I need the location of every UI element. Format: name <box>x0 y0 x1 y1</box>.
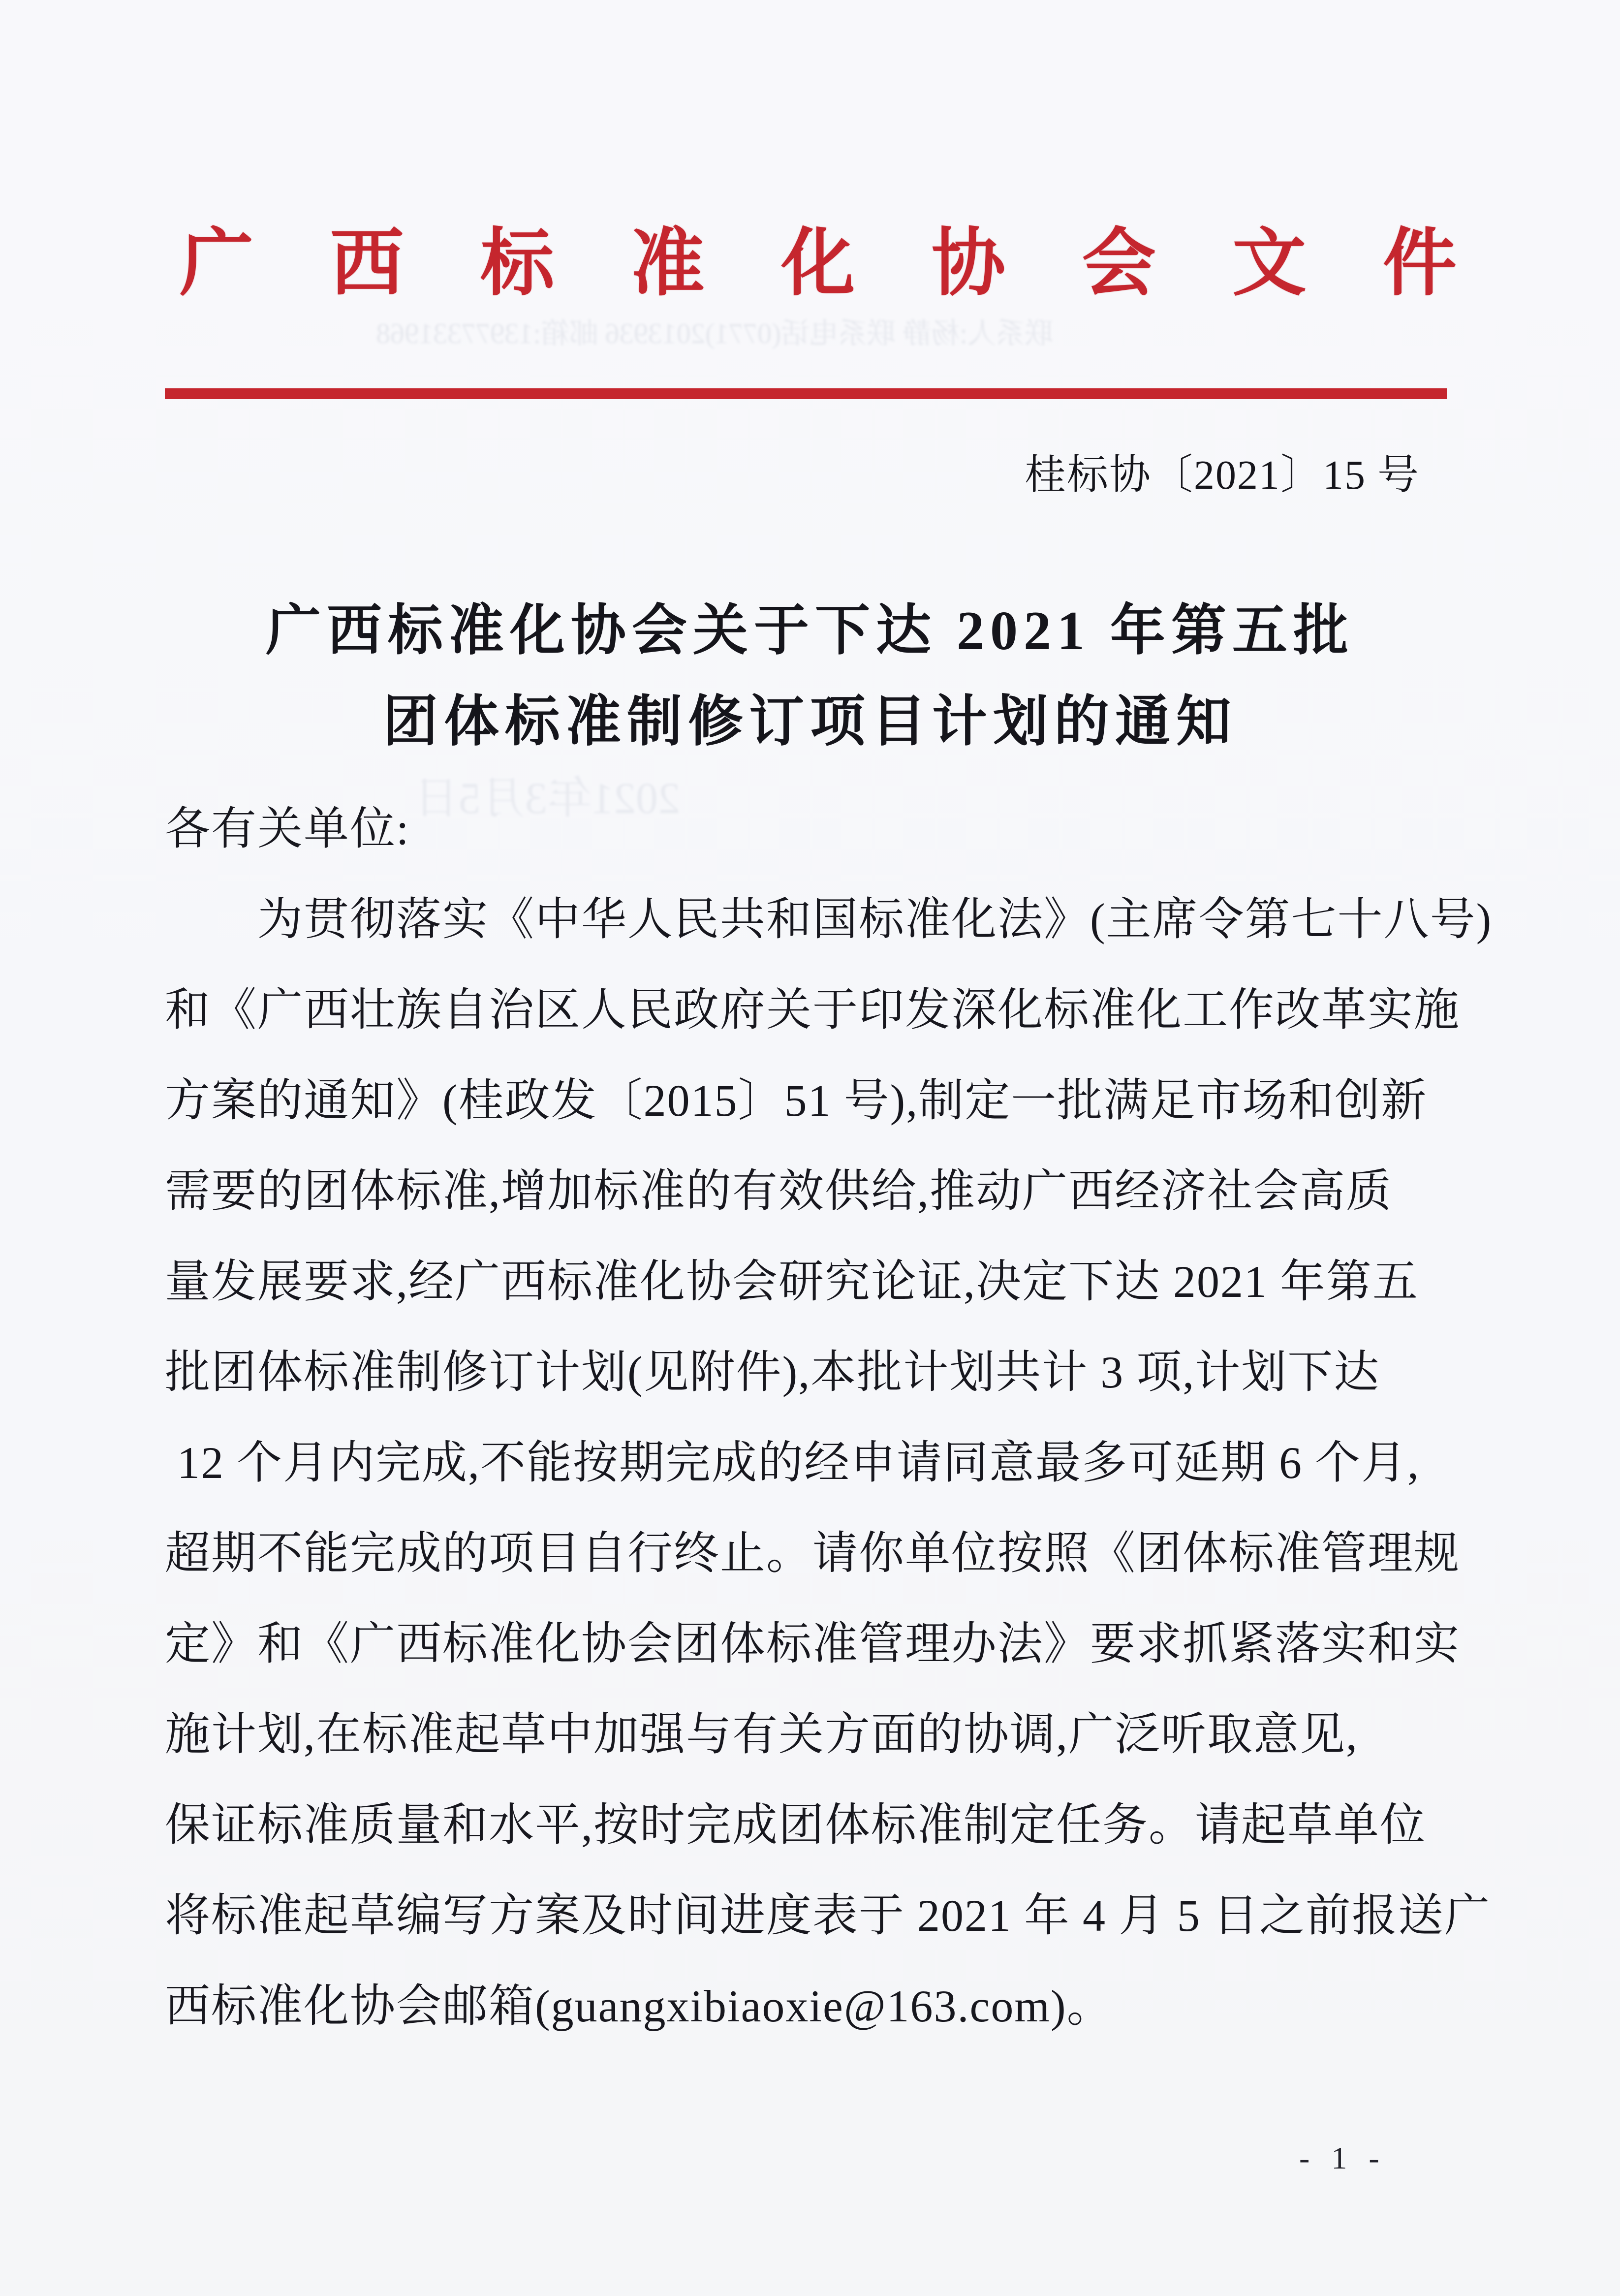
body-line: 将标准起草编写方案及时间进度表于 2021 年 4 月 5 日之前报送广 <box>165 1890 1491 1941</box>
body-line: 各有关单位: <box>165 804 410 854</box>
red-header-org-name <box>180 225 1457 309</box>
body-line: 方案的通知》(桂政发〔2015〕51 号),制定一批满足市场和创新 <box>165 1075 1428 1126</box>
document-title-line2: 团体标准制修订项目计划的通知 <box>383 692 1237 753</box>
body-line: 和《广西壮族自治区人民政府关于印发深化标准化工作改革实施 <box>165 985 1461 1035</box>
page-number: - 1 - <box>1299 2140 1386 2175</box>
header-char: 协 <box>932 223 1006 305</box>
header-char: 西 <box>330 223 404 305</box>
header-char: 标 <box>480 223 555 305</box>
header-char: 文 <box>1232 223 1307 305</box>
body-line: 量发展要求,经广西标准化协会研究论证,决定下达 2021 年第五 <box>165 1257 1419 1307</box>
body-line: 西标准化协会邮箱(guangxibiaoxie@163.com)。 <box>165 1981 1113 2031</box>
body-line: 保证标准质量和水平,按时完成团体标准制定任务。请起草单位 <box>165 1800 1427 1850</box>
body-line: 超期不能完成的项目自行终止。请你单位按照《团体标准管理规 <box>165 1528 1461 1578</box>
header-char: 化 <box>781 223 855 305</box>
header-char: 准 <box>630 223 705 305</box>
document-number: 桂标协〔2021〕15 号 <box>1024 452 1420 498</box>
body-line: 需要的团体标准,增加标准的有效供给,推动广西经济社会高质 <box>165 1166 1393 1216</box>
document-title-line1: 广西标准化协会关于下达 2021 年第五批 <box>266 600 1354 661</box>
header-char: 会 <box>1082 223 1156 305</box>
header-char: 广 <box>180 223 254 305</box>
body-line: 12 个月内完成,不能按期完成的经申请同意最多可延期 6 个月, <box>165 1438 1420 1488</box>
body-line: 施计划,在标准起草中加强与有关方面的协调,广泛听取意见, <box>165 1709 1359 1760</box>
header-char: 件 <box>1382 223 1457 305</box>
body-line: 定》和《广西标准化协会团体标准管理办法》要求抓紧落实和实 <box>165 1619 1461 1669</box>
body-line: 批团体标准制修订计划(见附件),本批计划共计 3 项,计划下达 <box>165 1347 1380 1397</box>
red-divider-line <box>165 388 1447 399</box>
body-line: 为贯彻落实《中华人民共和国标准化法》(主席令第七十八号) <box>165 894 1493 944</box>
body-text <box>165 784 1493 2051</box>
bleed-through-date: 2021年3月5日 <box>414 774 680 823</box>
bleed-through-line: 联系人:杨静 联系电话(0771)2013936 邮箱:13977331968 <box>376 317 1053 349</box>
document-title <box>0 586 1620 768</box>
